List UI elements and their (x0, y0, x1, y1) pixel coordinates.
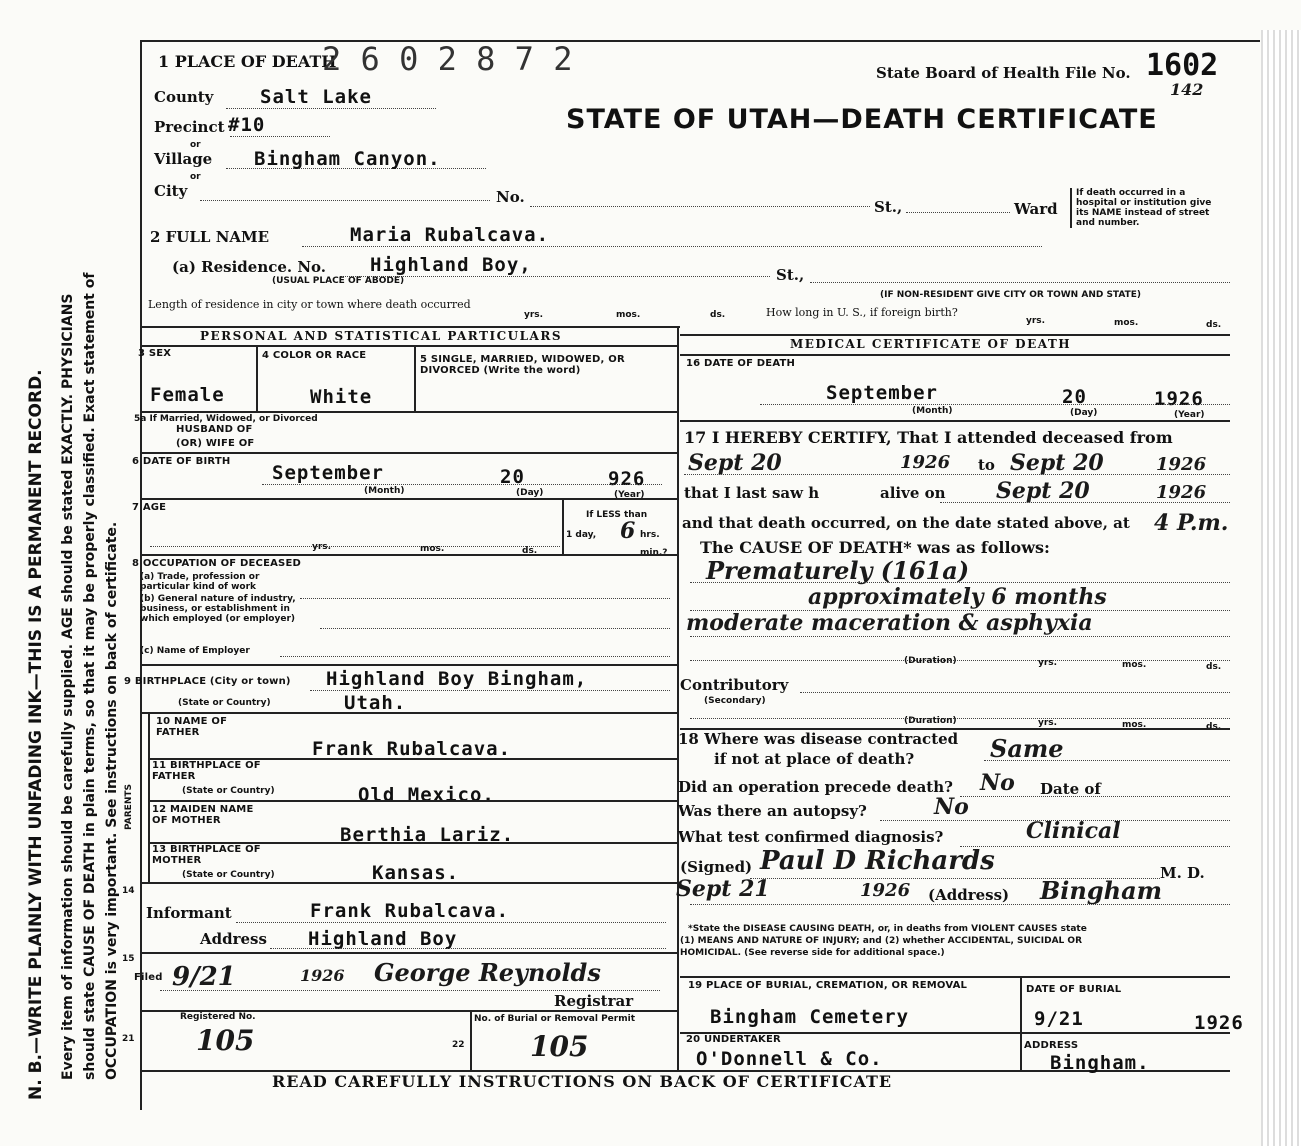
attend-to-label: to (978, 456, 995, 474)
duration-ds-2: ds. (1206, 722, 1222, 732)
last-saw-label: that I last saw h (684, 484, 820, 502)
grid-divider-center (677, 326, 679, 1071)
grid-line (140, 498, 677, 500)
attend-to-year: 1926 (1156, 454, 1207, 475)
cause-of-death-label: The CAUSE OF DEATH* was as follows: (700, 538, 1050, 557)
dod-month-value: September (826, 382, 938, 404)
medical-heading: MEDICAL CERTIFICATE OF DEATH (790, 337, 1072, 351)
grid-line (256, 345, 258, 411)
county-label: County (154, 88, 214, 106)
occupation-line (320, 628, 670, 629)
field-22-number: 22 (452, 1040, 465, 1050)
test-confirmed-line (960, 846, 1230, 847)
death-time-value: 4 P.m. (1154, 510, 1229, 536)
non-resident-caption: (IF NON-RESIDENT GIVE CITY OR TOWN AND STATE) (880, 290, 1142, 300)
city-no-label: No. (496, 188, 525, 206)
disease-contracted-value: Same (990, 734, 1064, 763)
village-value: Bingham Canyon. (254, 148, 441, 170)
mother-birthplace-caption: (State or Country) (182, 870, 275, 880)
grid-line (680, 354, 1230, 356)
min-label: min.? (640, 548, 668, 558)
md-label: M. D. (1160, 864, 1205, 882)
sidebar-line-1: N. B.—WRITE PLAINLY WITH UNFADING INK—THIS IS A PERMANENT RECORD. (26, 369, 46, 1100)
grid-line (140, 882, 677, 884)
duration-mos-2: mos. (1122, 720, 1147, 730)
dob-year-value: 926 (608, 468, 646, 490)
frame-top (140, 40, 1260, 42)
certificate-title: STATE OF UTAH—DEATH CERTIFICATE (566, 104, 1158, 135)
hrs-label: hrs. (640, 530, 660, 540)
cause-line (690, 582, 1230, 583)
birthplace-state-caption: (State or Country) (178, 698, 271, 708)
mother-birthplace-label: 13 BIRTHPLACE OF MOTHER (152, 844, 261, 866)
sidebar-line-4: OCCUPATION is very important. See instructions on back of certificate. (104, 521, 120, 1080)
dob-month-caption: (Month) (364, 486, 405, 496)
full-name-line (302, 246, 1042, 247)
footnote-line-2: (1) MEANS AND NATURE OF INJURY; and (2) whether ACCIDENTAL, SUICIDAL OR (680, 936, 1083, 946)
attend-from-year: 1926 (900, 452, 951, 473)
employer-label: (c) Name of Employer (140, 646, 250, 656)
us-ds: ds. (1206, 320, 1222, 330)
attend-line (684, 474, 1230, 475)
street-line (906, 212, 1010, 213)
attend-from-value: Sept 20 (688, 450, 782, 476)
city-label: City (154, 182, 188, 200)
field-21-number: 21 (122, 1034, 135, 1044)
alive-on-label: alive on (880, 484, 946, 502)
filed-date-value: 9/21 (172, 962, 236, 992)
dod-year-caption: (Year) (1174, 410, 1205, 420)
precinct-value: #10 (228, 114, 266, 136)
autopsy-value: No (934, 794, 969, 820)
grid-line (140, 952, 677, 954)
personal-heading: PERSONAL AND STATISTICAL PARTICULARS (200, 329, 563, 343)
grid-line (680, 976, 1230, 978)
duration-caption-1: (Duration) (904, 656, 957, 666)
operation-label: Did an operation precede death? (678, 778, 953, 796)
field-18-sub-label: if not at place of death? (714, 750, 915, 768)
color-race-label: 4 COLOR OR RACE (262, 350, 367, 361)
dob-year-caption: (Year) (614, 490, 645, 500)
age-hours-value: 6 (620, 518, 636, 544)
residence-value: Highland Boy, (370, 254, 532, 276)
precinct-label: Precinct (154, 118, 225, 136)
registrar-label: Registrar (554, 992, 634, 1010)
mother-name-value: Berthia Lariz. (340, 824, 515, 846)
grid-line (140, 452, 677, 454)
residence-ds: ds. (710, 310, 726, 320)
informant-address-label: Address (200, 930, 267, 948)
date-of-birth-label: 6 DATE OF BIRTH (132, 456, 231, 467)
father-birthplace-value: Old Mexico. (358, 784, 495, 806)
informant-line (236, 922, 666, 923)
autopsy-label: Was there an autopsy? (678, 802, 867, 820)
birthplace-line (310, 690, 670, 691)
occupation-line (300, 598, 670, 599)
sidebar-instructions (20, 0, 140, 1146)
physician-address-label: (Address) (928, 886, 1010, 904)
ward-note (1070, 188, 1211, 228)
grid-line (562, 498, 564, 554)
occupation-b-label: (b) General nature of industry, business, or establishment in which employed (or employer) (140, 594, 296, 624)
full-name-value: Maria Rubalcava. (350, 224, 550, 246)
age-line (150, 546, 560, 547)
dod-line (760, 404, 1230, 405)
grid-line (470, 1010, 472, 1070)
street-label: St., (874, 198, 903, 216)
parents-label: PARENTS (124, 784, 134, 830)
undertaker-address-label: ADDRESS (1024, 1040, 1079, 1051)
how-long-in-us-label: How long in U. S., if foreign birth? (766, 306, 958, 319)
duration-caption-2: (Duration) (904, 716, 957, 726)
spouse-label-a: 5a If Married, Widowed, or Divorced (134, 414, 318, 424)
residence-line (340, 276, 770, 277)
operation-date-label: Date of (1040, 780, 1101, 798)
length-of-residence-label: Length of residence in city or town where death occurred (148, 298, 471, 311)
file-number: 1602 (1146, 48, 1219, 83)
signed-date-value: Sept 21 (676, 876, 770, 902)
stamp-number: 2 6 0 2 8 7 2 (322, 40, 573, 78)
informant-value: Frank Rubalcava. (310, 900, 510, 922)
spouse-label-c: (OR) WIFE OF (176, 438, 255, 449)
registered-no-value: 105 (196, 1024, 255, 1057)
occupation-a-label: (a) Trade, profession or particular kind of work (140, 572, 260, 592)
contributory-line (800, 692, 1230, 693)
grid-line (140, 345, 677, 347)
duration-mos-1: mos. (1122, 660, 1147, 670)
county-value: Salt Lake (260, 86, 372, 108)
occupation-label: 8 OCCUPATION OF DECEASED (132, 558, 301, 569)
attend-to-value: Sept 20 (1010, 450, 1104, 476)
color-race-value: White (310, 386, 373, 408)
age-ds: ds. (522, 546, 538, 556)
file-sub-number: 142 (1170, 80, 1204, 99)
test-confirmed-label: What test confirmed diagnosis? (678, 828, 944, 846)
grid-line (680, 420, 1230, 422)
secondary-caption: (Secondary) (704, 696, 766, 706)
ward-note-line: and number. (1076, 218, 1140, 228)
father-birthplace-caption: (State or Country) (182, 786, 275, 796)
ward-label: Ward (1014, 200, 1058, 218)
residence-mos: mos. (616, 310, 641, 320)
father-birthplace-label: 11 BIRTHPLACE OF FATHER (152, 760, 261, 782)
residence-yrs: yrs. (524, 310, 544, 320)
or-label-1: or (190, 140, 201, 150)
footer-instructions: READ CAREFULLY INSTRUCTIONS ON BACK OF CERTIFICATE (272, 1072, 893, 1091)
burial-place-label: 19 PLACE OF BURIAL, CREMATION, OR REMOVAL (688, 980, 968, 991)
operation-value: No (980, 770, 1015, 796)
village-label: Village (154, 150, 213, 168)
certify-statement: 17 I HEREBY CERTIFY, That I attended deceased from (684, 428, 1173, 447)
ward-note-line: If death occurred in a (1076, 188, 1186, 198)
city-line (200, 200, 490, 201)
grid-line (1020, 976, 1022, 1070)
dod-month-caption: (Month) (912, 406, 953, 416)
file-number-label: State Board of Health File No. (876, 64, 1131, 82)
footnote-line-3: HOMICIDAL. (See reverse side for additional space.) (680, 948, 945, 958)
disease-contracted-line (984, 760, 1230, 761)
precinct-line (230, 136, 330, 137)
grid-line (148, 712, 150, 882)
test-confirmed-value: Clinical (1026, 818, 1121, 844)
or-label-2: or (190, 172, 201, 182)
physician-signature: Paul D Richards (760, 846, 995, 876)
dod-day-caption: (Day) (1070, 408, 1098, 418)
contributory-label: Contributory (680, 676, 789, 694)
contributory-line (690, 718, 1230, 719)
ward-note-line: its NAME instead of street (1076, 208, 1210, 218)
duration-yrs-1: yrs. (1038, 658, 1058, 668)
sidebar-line-3: should state CAUSE OF DEATH in plain terms, so that it may be properly classified. Exact statement of (82, 272, 98, 1080)
birthplace-state-value: Utah. (344, 692, 407, 714)
dob-month-value: September (272, 462, 384, 484)
residence-label: (a) Residence. No. (172, 258, 327, 276)
father-name-label: 10 NAME OF FATHER (156, 716, 228, 738)
last-saw-line (940, 502, 1230, 503)
sidebar-line-2: Every item of information should be carefully supplied. AGE should be stated EXACTLY. PHYSICIANS (60, 293, 76, 1080)
sex-label: 3 SEX (138, 348, 172, 359)
birthplace-value: Highland Boy Bingham, (326, 668, 588, 690)
spouse-label-b: HUSBAND OF (176, 424, 253, 435)
dod-day-value: 20 (1062, 386, 1087, 408)
informant-label: Informant (146, 904, 232, 922)
filed-year-value: 1926 (300, 966, 345, 985)
marital-status-label: 5 SINGLE, MARRIED, WIDOWED, OR DIVORCED (Write the word) (420, 354, 625, 376)
grid-line (140, 326, 680, 328)
us-mos: mos. (1114, 318, 1139, 328)
age-label: 7 AGE (132, 502, 167, 513)
county-line (226, 108, 436, 109)
informant-address-value: Highland Boy (308, 928, 458, 950)
one-day-label: 1 day, (566, 530, 597, 540)
permit-label: No. of Burial or Removal Permit (474, 1014, 635, 1024)
undertaker-address-value: Bingham. (1050, 1052, 1150, 1074)
dob-line (262, 484, 662, 485)
signed-date-line (690, 904, 1230, 905)
mother-name-label: 12 MAIDEN NAME OF MOTHER (152, 804, 254, 826)
residence-street-label: St., (776, 266, 805, 284)
cause-line (690, 636, 1230, 637)
field-18-label: 18 Where was disease contracted (678, 730, 959, 748)
dob-day-value: 20 (500, 466, 525, 488)
burial-date-label: DATE OF BURIAL (1026, 984, 1122, 995)
grid-line (140, 554, 677, 556)
physician-address-value: Bingham (1040, 876, 1163, 905)
if-less-than-label: If LESS than (586, 510, 648, 520)
cause-line-1: Prematurely (161a) (706, 556, 970, 585)
last-saw-date: Sept 20 (996, 478, 1090, 504)
dod-year-value: 1926 (1154, 388, 1204, 410)
grid-line (148, 800, 677, 802)
usual-place-caption: (USUAL PLACE OF ABODE) (272, 276, 405, 286)
page-edge-shadow (1261, 30, 1301, 1146)
burial-year-value: 1926 (1194, 1012, 1244, 1034)
death-occurred-label: and that death occurred, on the date stated above, at (682, 514, 1130, 532)
cause-line-3: moderate maceration & asphyxia (686, 610, 1093, 636)
filed-line (160, 990, 660, 991)
last-saw-year: 1926 (1156, 482, 1207, 503)
permit-no-value: 105 (530, 1030, 589, 1063)
occupation-line (280, 656, 670, 657)
undertaker-value: O'Donnell & Co. (696, 1048, 883, 1070)
burial-place-value: Bingham Cemetery (710, 1006, 910, 1028)
age-yrs: yrs. (312, 542, 332, 552)
field-15-number: 15 (122, 954, 135, 964)
residence-street-line (810, 282, 1230, 283)
us-yrs: yrs. (1026, 316, 1046, 326)
birthplace-label: 9 BIRTHPLACE (City or town) (124, 676, 291, 687)
undertaker-label: 20 UNDERTAKER (686, 1034, 781, 1045)
signed-label: (Signed) (680, 858, 753, 876)
cause-line (690, 660, 1230, 661)
cause-line-2: approximately 6 months (808, 584, 1107, 610)
place-of-death-label: 1 PLACE OF DEATH (158, 52, 337, 71)
filed-label: Filed (134, 972, 163, 983)
grid-line (414, 345, 416, 411)
duration-yrs-2: yrs. (1038, 718, 1058, 728)
burial-date-value: 9/21 (1034, 1008, 1084, 1030)
grid-line (680, 334, 1230, 336)
field-14-number: 14 (122, 886, 135, 896)
age-mos: mos. (420, 544, 445, 554)
dob-day-caption: (Day) (516, 488, 544, 498)
duration-ds-1: ds. (1206, 662, 1222, 672)
grid-line (140, 712, 677, 714)
footnote-line-1: *State the DISEASE CAUSING DEATH, or, in deaths from VIOLENT CAUSES state (688, 924, 1087, 934)
registrar-signature: George Reynolds (374, 958, 601, 987)
grid-line (140, 664, 677, 666)
registered-no-label: Registered No. (180, 1012, 256, 1022)
operation-line (960, 796, 1230, 797)
date-of-death-label: 16 DATE OF DEATH (686, 358, 796, 369)
ward-note-line: hospital or institution give (1076, 198, 1212, 208)
sex-value: Female (150, 384, 225, 406)
full-name-label: 2 FULL NAME (150, 228, 270, 246)
city-no-line (530, 206, 870, 207)
signed-year-value: 1926 (860, 880, 911, 901)
mother-birthplace-value: Kansas. (372, 862, 460, 884)
father-name-value: Frank Rubalcava. (312, 738, 512, 760)
informant-address-line (270, 948, 666, 949)
grid-line (140, 411, 677, 413)
